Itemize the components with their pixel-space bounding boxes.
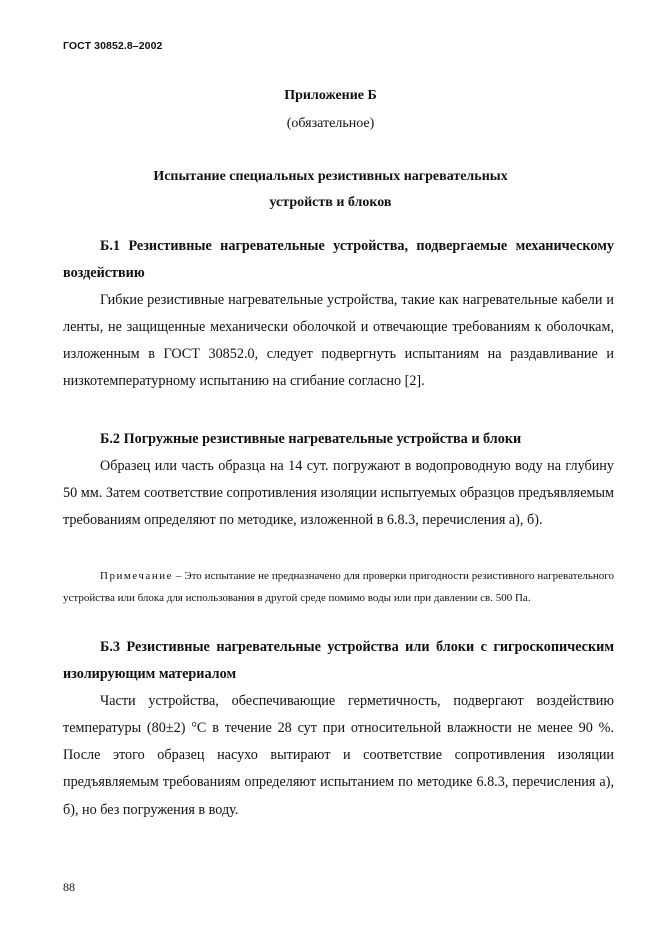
section-b1 [63, 233, 614, 396]
section-b2-text: Образец или часть образца на 14 сут. погружают в водопроводную воду на глубину 50 мм. Затем соответствие сопротивления изоляции испытуемых образцов предъявляемым требованиям определяют по методике, изложенной в 6.8.3, перечисления а), б). [63, 458, 614, 529]
annex-heading-line-2: устройств и блоков [269, 195, 392, 210]
annex-status: (обязательное) [286, 116, 375, 131]
note-text: – Это испытание не предназначено для проверки пригодности резистивного нагревательного устройства или блока для использования в другой среде помимо воды или при давлении св. 500 Па. [63, 570, 614, 604]
section-b3-heading: Б.3 Резистивные нагревательные устройства или блоки с гигроскопическим изолирующим материалом [63, 639, 614, 683]
page-number: 88 [63, 880, 75, 894]
section-b2-heading: Б.2 Погружные резистивные нагревательные устройства и блоки [100, 431, 522, 447]
section-b1-text: Гибкие резистивные нагревательные устройства, такие как нагревательные кабели и ленты, не защищенные механически оболочкой и отвечающие требованиям к оболочкам, изложенным в ГОСТ 30852.0, следует подвергнуть испытаниям на раздавливание и низкотемпературному испытанию на сгибание согласно [2]. [63, 292, 614, 390]
note-label: Примечание [100, 570, 173, 582]
section-b3 [63, 634, 614, 824]
note-block [63, 565, 614, 609]
annex-title: Приложение Б [284, 88, 377, 103]
section-b3-text: Части устройства, обеспечивающие герметичность, подвергают воздействию температуры (80±2) °С в течение 28 сут при относительной влажности не менее 90 %. После этого образец насухо вытирают и соответствие сопротивления изоляции предъявляемым требованиям определяют испытанием по методике 6.8.3, перечисления а), б), но без погружения в воду. [63, 693, 614, 818]
section-b1-heading: Б.1 Резистивные нагревательные устройства, подвергаемые механическому воздействию [63, 238, 614, 282]
section-b2 [63, 426, 614, 534]
annex-heading-line-1: Испытание специальных резистивных нагревательных [153, 169, 508, 184]
document-header: ГОСТ 30852.8–2002 [63, 40, 163, 52]
